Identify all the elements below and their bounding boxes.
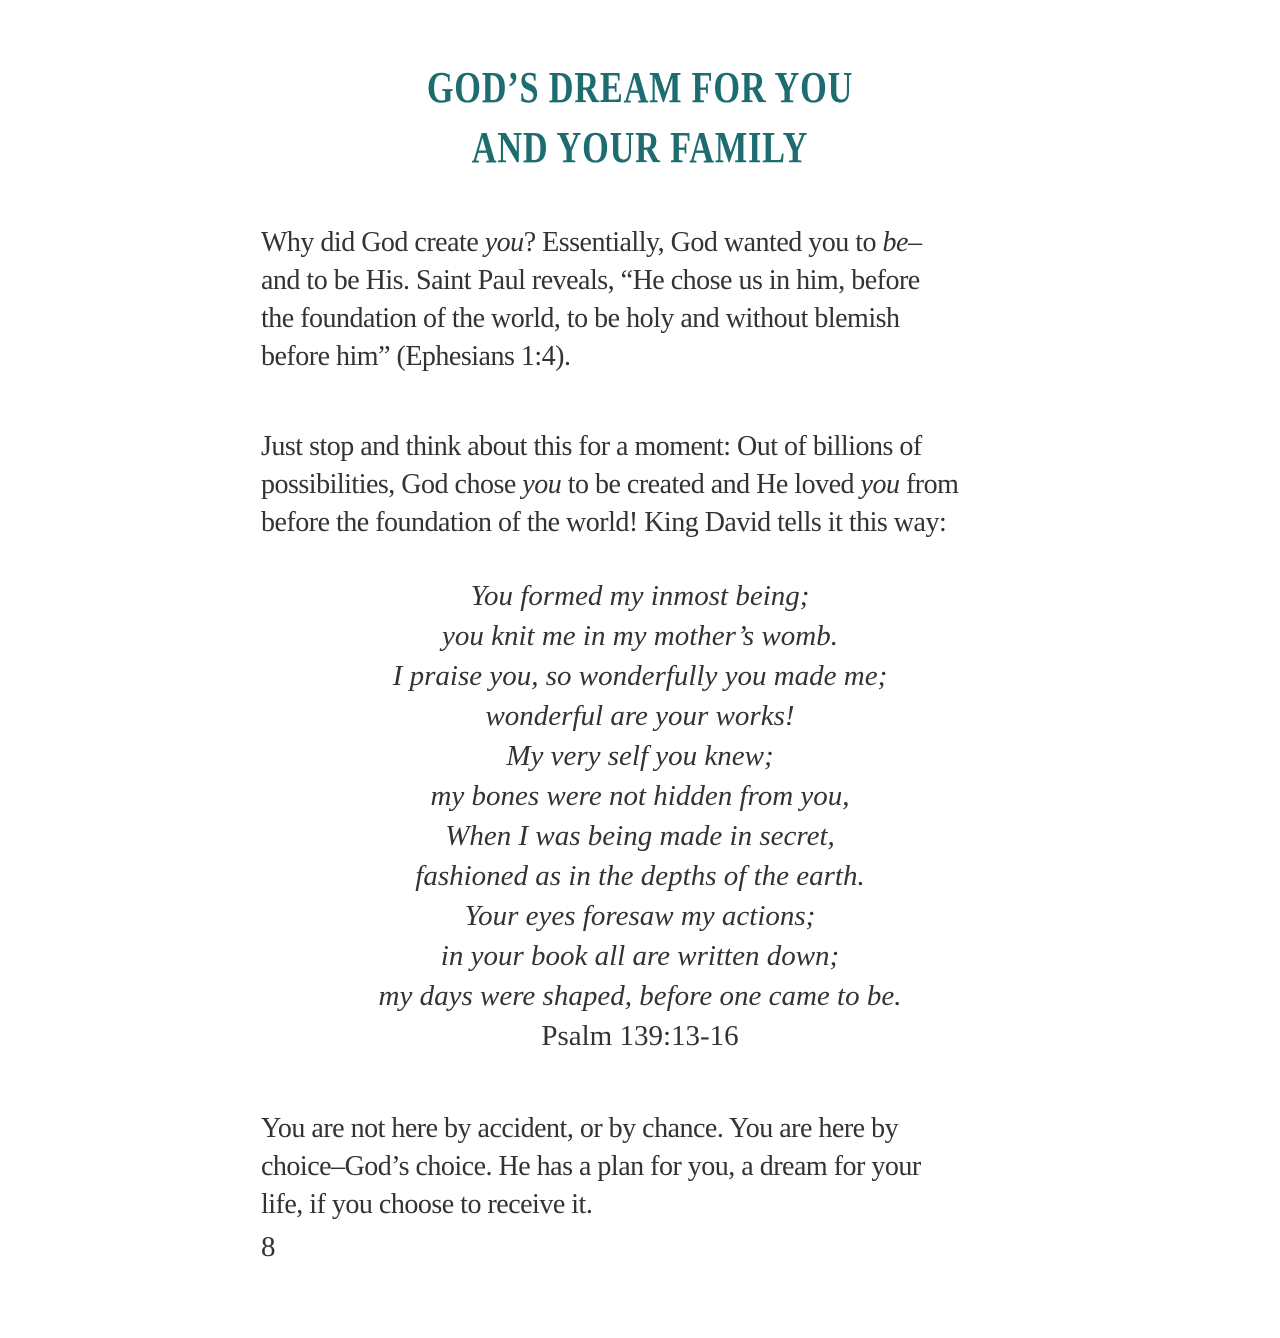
psalm-line: in your book all are written down;	[440, 940, 840, 972]
text-line: choice–God’s choice. He has a plan for you, a dream for your	[261, 1151, 921, 1182]
psalm-citation: Psalm 139:13-16	[541, 1020, 739, 1052]
text-line: Why did God create you? Essentially, God wanted you to be–	[261, 227, 922, 258]
text-line: Just stop and think about this for a moment: Out of billions of	[261, 431, 922, 462]
psalm-line: You formed my inmost being;	[470, 580, 810, 612]
chapter-title-line-1: GOD’S DREAM FOR YOU	[426, 63, 854, 112]
text-line: the foundation of the world, to be holy and without blemish	[261, 303, 900, 334]
text-line: life, if you choose to receive it.	[261, 1189, 593, 1220]
psalm-line: My very self you knew;	[506, 740, 774, 772]
text-line: before the foundation of the world! King David tells it this way:	[261, 507, 947, 538]
text-line: possibilities, God chose you to be created and He loved you from	[261, 469, 959, 500]
chapter-title-line-2: AND YOUR FAMILY	[471, 123, 809, 172]
paragraph-3	[261, 1110, 1019, 1224]
psalm-line: fashioned as in the depths of the earth.	[415, 860, 865, 892]
text-line: before him” (Ephesians 1:4).	[261, 341, 571, 372]
book-page	[0, 58, 1280, 1338]
psalm-line: When I was being made in secret,	[445, 820, 835, 852]
psalm-line: I praise you, so wonderfully you made me;	[392, 660, 888, 692]
psalm-line: wonderful are your works!	[485, 700, 795, 732]
psalm-quote	[261, 576, 1019, 1056]
text-line: and to be His. Saint Paul reveals, “He chose us in him, before	[261, 265, 920, 296]
text-line: You are not here by accident, or by chance. You are here by	[261, 1113, 899, 1144]
page-number: 8	[261, 1231, 276, 1263]
text-column	[261, 224, 1019, 1266]
psalm-line: my days were shaped, before one came to be.	[378, 980, 902, 1012]
psalm-line: you knit me in my mother’s womb.	[441, 620, 839, 652]
paragraph-1	[261, 224, 1019, 376]
psalm-line: Your eyes foresaw my actions;	[464, 900, 816, 932]
paragraph-2	[261, 428, 1019, 542]
psalm-line: my bones were not hidden from you,	[430, 780, 850, 812]
chapter-title	[141, 58, 1139, 178]
